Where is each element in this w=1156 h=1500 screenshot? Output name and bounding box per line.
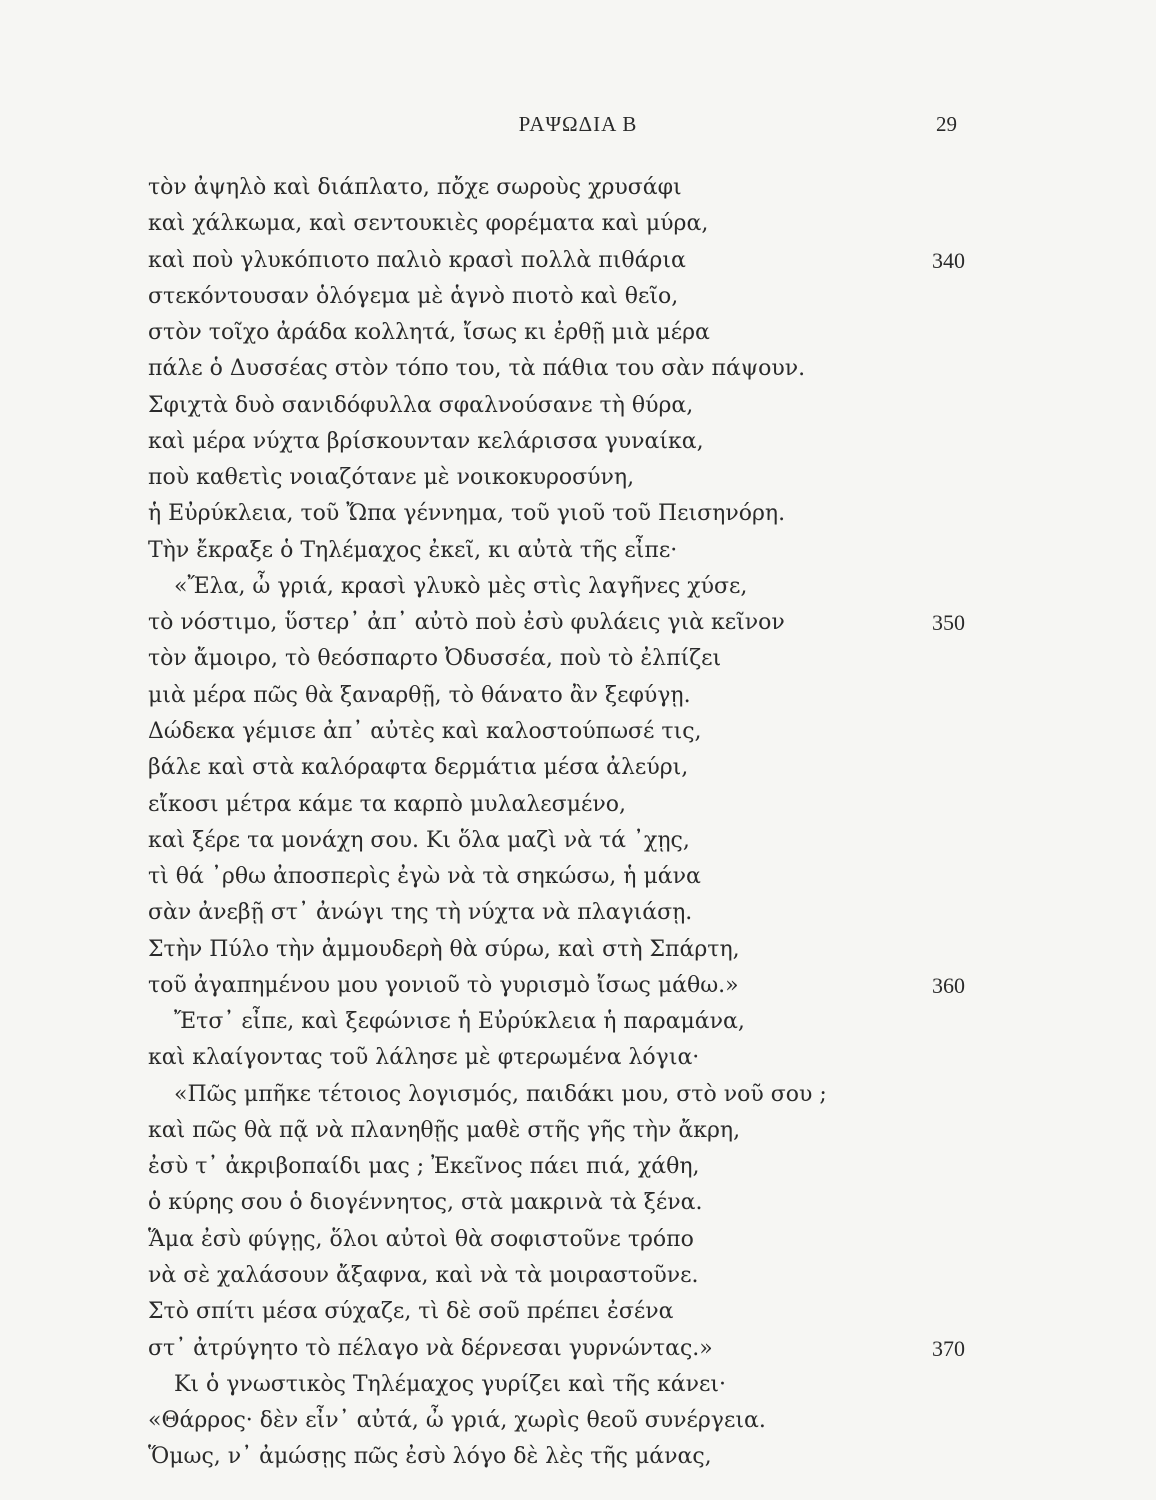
verse-line <box>148 1294 988 1330</box>
verse-line <box>148 1258 988 1294</box>
verse-text: Ὅμως, ν᾽ ἀμώσῃς πῶς ἐσὺ λόγο δὲ λὲς τῆς μάνας, <box>148 1444 712 1470</box>
verse-text: «Ἔλα, ὦ γριά, κρασὶ γλυκὸ μὲς στὶς λαγῆνες χύσε, <box>174 573 748 599</box>
verse-line <box>148 1004 988 1040</box>
verse-line <box>148 823 988 859</box>
verse-line <box>148 750 988 786</box>
verse-line <box>148 460 988 496</box>
verse-line <box>148 1331 988 1367</box>
verse-text: καὶ χάλκωμα, καὶ σεντουκιὲς φορέματα καὶ μύρα, <box>148 211 709 237</box>
verse-text: Ἅμα ἐσὺ φύγῃς, ὅλοι αὐτοὶ θὰ σοφιστοῦνε τρόπο <box>148 1226 694 1252</box>
verse-text: ποὺ καθετὶς νοιαζότανε μὲ νοικοκυροσύνη, <box>148 465 635 491</box>
verse-text: στὸν τοῖχο ἀράδα κολλητά, ἴσως κι ἐρθῇ μιὰ μέρα <box>148 320 710 346</box>
verse-line <box>148 533 988 569</box>
verse-line <box>148 859 988 895</box>
verse-text: τοῦ ἀγαπημένου μου γονιοῦ τὸ γυρισμὸ ἴσως μάθω.» <box>148 972 739 998</box>
verse-text: Κι ὁ γνωστικὸς Τηλέμαχος γυρίζει καὶ τῆς κάνει· <box>174 1371 727 1397</box>
running-title: ΡΑΨΩΔΙΑ Β <box>518 112 638 136</box>
verse-text: τὸν ἀψηλὸ καὶ διάπλατο, πὄχε σωροὺς χρυσάφι <box>148 175 682 200</box>
verse-line <box>148 279 988 315</box>
verse-text: Ἔτσ᾽ εἶπε, καὶ ξεφώνισε ἡ Εὐρύκλεια ἡ παραμάνα, <box>174 1009 745 1035</box>
verse-text: τὸ νόστιμο, ὕστερ᾽ ἀπ᾽ αὐτὸ ποὺ ἐσὺ φυλάεις γιὰ κεῖνον <box>148 610 785 636</box>
verse-text: νὰ σὲ χαλάσουν ἄξαφνα, καὶ νὰ τὰ μοιραστοῦνε. <box>148 1262 699 1288</box>
verse-text: εἴκοσι μέτρα κάμε τα καρπὸ μυλαλεσμένο, <box>148 791 626 817</box>
verse-text: ἡ Εὐρύκλεια, τοῦ Ὤπα γέννημα, τοῦ γιοῦ τοῦ Πεισηνόρη. <box>148 501 786 527</box>
verse-line <box>148 1439 988 1475</box>
verse-text: τὸν ἄμοιρο, τὸ θεόσπαρτο Ὀδυσσέα, ποὺ τὸ ἐλπίζει <box>148 646 722 672</box>
verse-text: βάλε καὶ στὰ καλόραφτα δερμάτια μέσα ἀλεύρι, <box>148 755 689 781</box>
verse-line <box>148 678 988 714</box>
verse-line <box>148 170 988 206</box>
verse-text: Τὴν ἔκραξε ὁ Τηλέμαχος ἐκεῖ, κι αὐτὰ τῆς εἶπε· <box>148 537 678 563</box>
verse-line <box>148 895 988 931</box>
line-number: 340 <box>932 247 965 273</box>
verse-line <box>148 1040 988 1076</box>
verse-line <box>148 641 988 677</box>
verse-line <box>148 1077 988 1113</box>
line-number: 360 <box>932 972 965 998</box>
verse-line <box>148 388 988 424</box>
verse-text: Στὴν Πύλο τὴν ἀμμουδερὴ θὰ σύρω, καὶ στὴ Σπάρτη, <box>148 936 740 962</box>
verse-line <box>148 1222 988 1258</box>
verse-line <box>148 1403 988 1439</box>
verse-text: πάλε ὁ Δυσσέας στὸν τόπο του, τὰ πάθια του σὰν πάψουν. <box>148 356 806 382</box>
verse-text: στ᾽ ἀτρύγητο τὸ πέλαγο νὰ δέρνεσαι γυρνώντας.» <box>148 1335 713 1361</box>
verse-line <box>148 206 988 242</box>
verse-text: καὶ ποὺ γλυκόπιοτο παλιὸ κρασὶ πολλὰ πιθάρια <box>148 247 686 273</box>
verse-line <box>148 1367 988 1403</box>
line-number: 370 <box>932 1335 965 1361</box>
verse-line <box>148 787 988 823</box>
verse-text: μιὰ μέρα πῶς θὰ ξαναρθῇ, τὸ θάνατο ἂν ξεφύγῃ. <box>148 682 691 708</box>
verse-line <box>148 315 988 351</box>
verse-line <box>148 1149 988 1185</box>
verse-text: καὶ μέρα νύχτα βρίσκουνταν κελάρισσα γυναίκα, <box>148 428 704 454</box>
verse-line <box>148 496 988 532</box>
verse-text: ἐσὺ τ᾽ ἀκριβοπαίδι μας ; Ἐκεῖνος πάει πιά, χάθη, <box>148 1154 700 1180</box>
verse-text: ὁ κύρης σου ὁ διογέννητος, στὰ μακρινὰ τὰ ξένα. <box>148 1190 703 1216</box>
verse-block <box>148 170 988 1476</box>
verse-line <box>148 1113 988 1149</box>
verse-text: Σφιχτὰ δυὸ σανιδόφυλλα σφαλνούσανε τὴ θύρα, <box>148 392 694 418</box>
verse-text: καὶ κλαίγοντας τοῦ λάλησε μὲ φτερωμένα λόγια· <box>148 1045 700 1071</box>
verse-text: σὰν ἀνεβῇ στ᾽ ἀνώγι της τὴ νύχτα νὰ πλαγιάσῃ. <box>148 900 693 926</box>
verse-text: καὶ πῶς θὰ πᾷ νὰ πλανηθῇς μαθὲ στῆς γῆς τὴν ἄκρη, <box>148 1117 741 1143</box>
verse-line <box>148 932 988 968</box>
verse-line <box>148 351 988 387</box>
verse-text: Στὸ σπίτι μέσα σύχαζε, τὶ δὲ σοῦ πρέπει ἐσένα <box>148 1299 674 1325</box>
verse-text: Δώδεκα γέμισε ἀπ᾽ αὐτὲς καὶ καλοστούπωσέ τις, <box>148 718 702 744</box>
line-number: 350 <box>932 610 965 636</box>
verse-text: τὶ θά ᾽ρθω ἀποσπερὶς ἐγὼ νὰ τὰ σηκώσω, ἡ μάνα <box>148 864 701 890</box>
verse-line <box>148 714 988 750</box>
verse-text: καὶ ξέρε τα μονάχη σου. Κι ὅλα μαζὶ νὰ τά ᾽χῃς, <box>148 827 690 853</box>
verse-line <box>148 968 988 1004</box>
page-header <box>0 112 1156 142</box>
verse-line <box>148 605 988 641</box>
verse-line <box>148 569 988 605</box>
verse-line <box>148 424 988 460</box>
verse-text: στεκόντουσαν ὁλόγεμα μὲ ἁγνὸ πιοτὸ καὶ θεῖο, <box>148 283 679 309</box>
verse-line <box>148 1185 988 1221</box>
verse-text: «Πῶς μπῆκε τέτοιος λογισμός, παιδάκι μου, στὸ νοῦ σου ; <box>174 1081 827 1107</box>
page-number: 29 <box>936 112 957 136</box>
verse-text: «Θάρρος· δὲν εἶν᾽ αὐτά, ὦ γριά, χωρὶς θεοῦ συνέργεια. <box>148 1408 766 1434</box>
verse-line <box>148 243 988 279</box>
